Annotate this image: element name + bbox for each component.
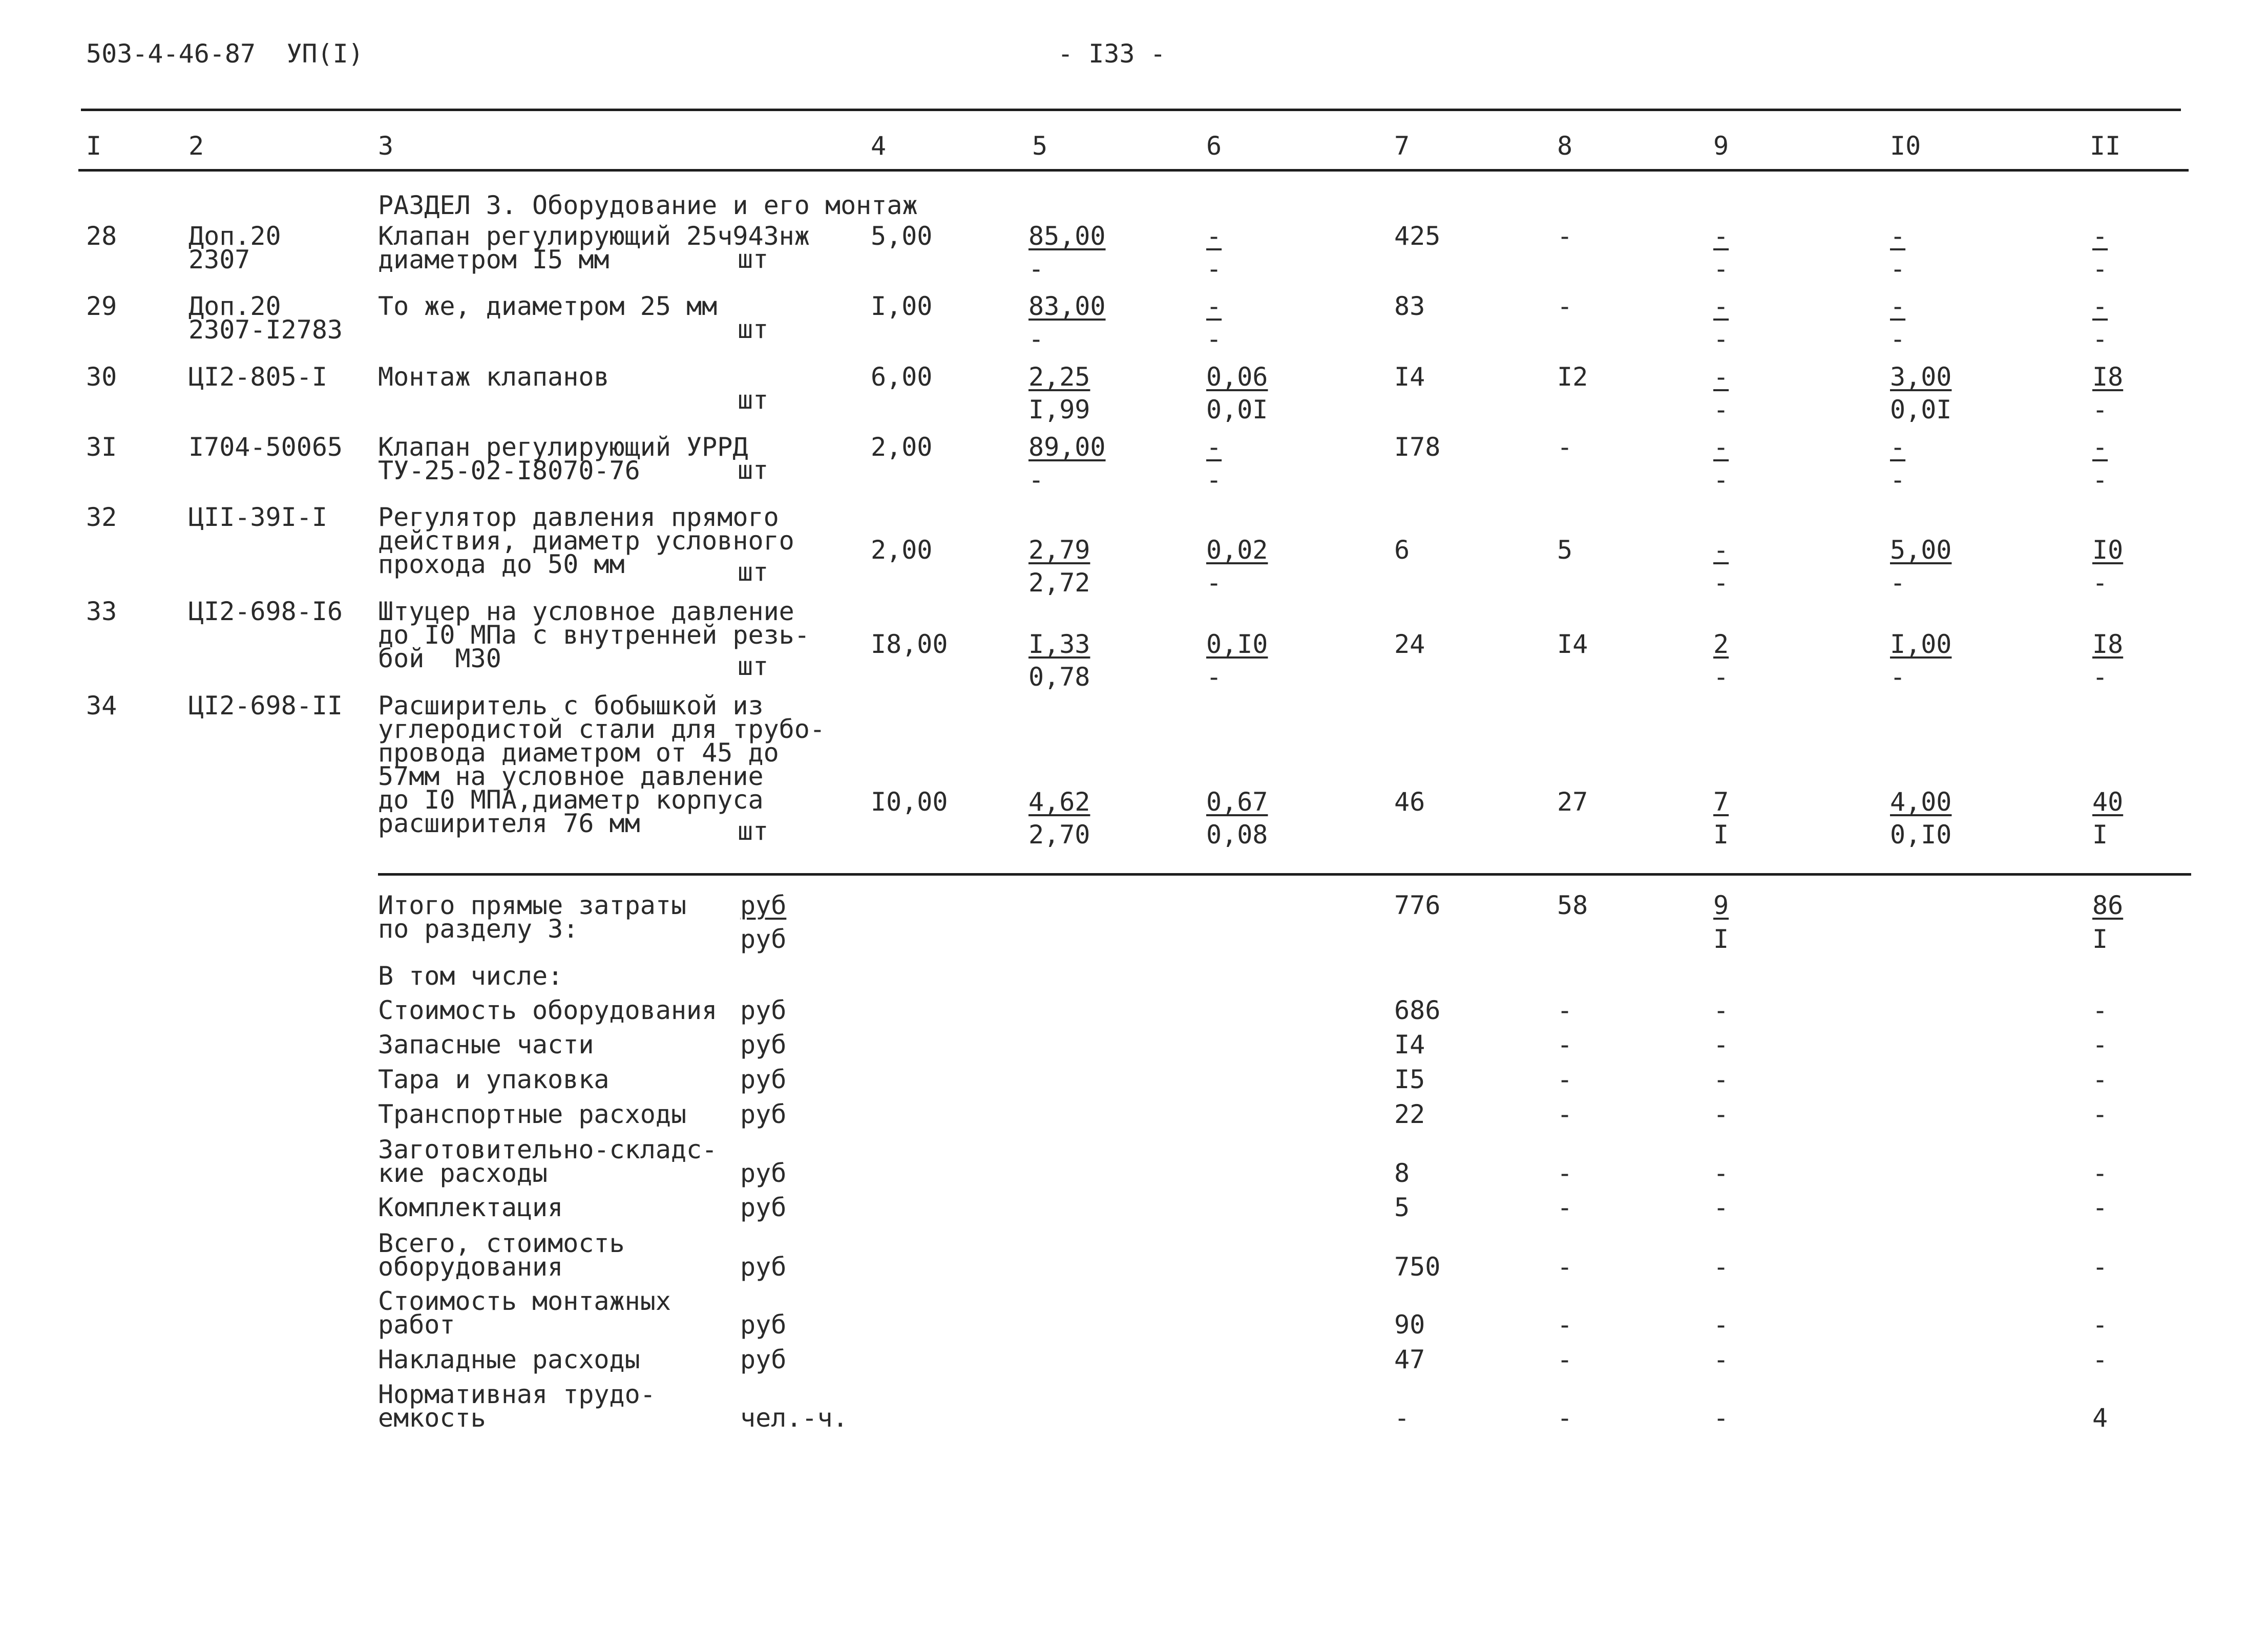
row-name: бой М30 bbox=[378, 644, 501, 673]
summary-value-c11: - bbox=[2092, 1345, 2108, 1374]
summary-label: работ bbox=[378, 1310, 455, 1340]
row-value-c11-bottom: - bbox=[2092, 395, 2108, 425]
summary-value-c11: - bbox=[2092, 1252, 2108, 1282]
summary-label: Стоимость монтажных bbox=[378, 1286, 671, 1316]
summary-unit: руб bbox=[740, 1252, 787, 1282]
column-header-7: 7 bbox=[1394, 131, 1410, 161]
row-value-c5-bottom: - bbox=[1028, 324, 1044, 354]
row-value-c8: 27 bbox=[1557, 787, 1588, 817]
row-value-c9-bottom: I bbox=[1713, 820, 1729, 850]
summary-label: емкость bbox=[378, 1403, 486, 1433]
column-header-3: 3 bbox=[378, 131, 394, 161]
row-value-c10-top: 5,00 bbox=[1890, 535, 1952, 565]
row-value-c11-bottom: - bbox=[2092, 254, 2108, 284]
section-title: РАЗДЕЛ 3. Оборудование и его монтаж bbox=[378, 190, 918, 220]
row-name: действия, диаметр условного bbox=[378, 526, 794, 556]
row-number: 34 bbox=[86, 691, 117, 720]
summary-value-c11: 4 bbox=[2092, 1403, 2108, 1433]
row-value-c6-bottom: - bbox=[1206, 465, 1222, 495]
summary-value-c7: 5 bbox=[1394, 1193, 1410, 1222]
row-value-c6-top: - bbox=[1206, 432, 1222, 462]
row-code: ЦI2-698-II bbox=[188, 691, 343, 720]
totals-value-c11-top: 86 bbox=[2092, 890, 2124, 920]
row-value-c6-bottom: 0,08 bbox=[1206, 820, 1268, 850]
row-unit: шт bbox=[738, 244, 769, 274]
row-value-c7: 83 bbox=[1394, 291, 1425, 321]
row-value-c9-top: 2 bbox=[1713, 629, 1729, 659]
summary-value-c7: 90 bbox=[1394, 1310, 1425, 1340]
summary-unit: руб bbox=[740, 1065, 787, 1094]
row-number: 28 bbox=[86, 221, 117, 251]
summary-unit: руб bbox=[740, 1193, 787, 1222]
row-value-c10-bottom: - bbox=[1890, 324, 1906, 354]
summary-label: Заготовительно-складс- bbox=[378, 1135, 718, 1164]
row-quantity: I,00 bbox=[871, 291, 933, 321]
row-name: 57мм на условное давление bbox=[378, 761, 764, 791]
row-number: 32 bbox=[86, 502, 117, 532]
summary-label: Всего, стоимость bbox=[378, 1228, 625, 1258]
summary-label: Тара и упаковка bbox=[378, 1065, 610, 1094]
row-value-c5-top: I,33 bbox=[1028, 629, 1090, 659]
summary-value-c9: - bbox=[1713, 1252, 1729, 1282]
row-unit: шт bbox=[738, 385, 769, 415]
row-quantity: 5,00 bbox=[871, 221, 933, 251]
row-value-c6-top: - bbox=[1206, 221, 1222, 251]
row-name: провода диаметром от 45 до bbox=[378, 738, 779, 768]
row-value-c10-top: - bbox=[1890, 291, 1906, 321]
summary-value-c9: - bbox=[1713, 1310, 1729, 1340]
row-code: Доп.20 bbox=[188, 291, 281, 321]
row-value-c5-bottom: 2,72 bbox=[1028, 568, 1090, 598]
row-name: до I0 МПА,диаметр корпуса bbox=[378, 785, 764, 815]
summary-value-c11: - bbox=[2092, 1030, 2108, 1059]
summary-value-c9: - bbox=[1713, 1030, 1729, 1059]
summary-value-c8: - bbox=[1557, 1099, 1573, 1129]
column-header-1: I bbox=[86, 131, 102, 161]
row-name: То же, диаметром 25 мм bbox=[378, 291, 718, 321]
summary-value-c8: - bbox=[1557, 995, 1573, 1025]
row-name: Расширитель с бобышкой из bbox=[378, 691, 764, 720]
column-header-2: 2 bbox=[188, 131, 204, 161]
row-value-c8: - bbox=[1557, 291, 1573, 321]
row-value-c7: I4 bbox=[1394, 362, 1425, 392]
row-number: 30 bbox=[86, 362, 117, 392]
summary-label: Нормативная трудо- bbox=[378, 1380, 656, 1409]
row-value-c6-top: 0,02 bbox=[1206, 535, 1268, 565]
row-unit: шт bbox=[738, 314, 769, 344]
row-number: 33 bbox=[86, 597, 117, 626]
row-name: до I0 МПа с внутренней резь- bbox=[378, 620, 810, 650]
row-value-c9-bottom: - bbox=[1713, 465, 1729, 495]
row-value-c11-top: I0 bbox=[2092, 535, 2124, 565]
column-header-8: 8 bbox=[1557, 131, 1573, 161]
row-value-c6-bottom: 0,0I bbox=[1206, 395, 1268, 425]
summary-value-c11: - bbox=[2092, 1310, 2108, 1340]
row-value-c8: - bbox=[1557, 221, 1573, 251]
row-quantity: 6,00 bbox=[871, 362, 933, 392]
summary-value-c8: - bbox=[1557, 1030, 1573, 1059]
column-header-6: 6 bbox=[1206, 131, 1222, 161]
summary-value-c9: - bbox=[1713, 1345, 1729, 1374]
summary-value-c7: 686 bbox=[1394, 995, 1441, 1025]
summary-value-c8: - bbox=[1557, 1252, 1573, 1282]
page-number: - I33 - bbox=[1058, 39, 1166, 69]
row-value-c6-top: 0,06 bbox=[1206, 362, 1268, 392]
summary-value-c11: - bbox=[2092, 1193, 2108, 1222]
summary-value-c8: - bbox=[1557, 1403, 1573, 1433]
summary-value-c9: - bbox=[1713, 995, 1729, 1025]
row-value-c10-top: - bbox=[1890, 221, 1906, 251]
summary-value-c8: - bbox=[1557, 1310, 1573, 1340]
row-name: Штуцер на условное давление bbox=[378, 597, 794, 626]
summary-value-c9: - bbox=[1713, 1065, 1729, 1094]
row-value-c8: I4 bbox=[1557, 629, 1588, 659]
row-value-c8: - bbox=[1557, 432, 1573, 462]
row-value-c6-top: - bbox=[1206, 291, 1222, 321]
summary-label: Накладные расходы bbox=[378, 1345, 640, 1374]
row-value-c10-bottom: 0,I0 bbox=[1890, 820, 1952, 850]
row-value-c10-top: I,00 bbox=[1890, 629, 1952, 659]
summary-value-c11: - bbox=[2092, 995, 2108, 1025]
summary-value-c7: 47 bbox=[1394, 1345, 1425, 1374]
row-name: углеродистой стали для трубо- bbox=[378, 714, 825, 744]
summary-unit: руб bbox=[740, 1345, 787, 1374]
row-code: ЦII-39I-I bbox=[188, 502, 327, 532]
row-value-c9-top: - bbox=[1713, 291, 1729, 321]
summary-value-c7: I5 bbox=[1394, 1065, 1425, 1094]
row-value-c9-top: - bbox=[1713, 362, 1729, 392]
row-value-c9-top: - bbox=[1713, 221, 1729, 251]
row-value-c6-top: 0,67 bbox=[1206, 787, 1268, 817]
row-value-c10-bottom: - bbox=[1890, 465, 1906, 495]
column-header-9: 9 bbox=[1713, 131, 1729, 161]
row-unit: шт bbox=[738, 651, 769, 681]
row-name: расширителя 76 мм bbox=[378, 809, 640, 838]
row-value-c11-bottom: - bbox=[2092, 662, 2108, 692]
row-value-c9-top: 7 bbox=[1713, 787, 1729, 817]
totals-value-c11-bottom: I bbox=[2092, 924, 2108, 954]
row-value-c9-bottom: - bbox=[1713, 395, 1729, 425]
row-value-c5-top: 83,00 bbox=[1028, 291, 1106, 321]
row-value-c10-bottom: - bbox=[1890, 254, 1906, 284]
row-value-c11-top: - bbox=[2092, 221, 2108, 251]
summary-unit: руб bbox=[740, 1310, 787, 1340]
totals-rule bbox=[378, 873, 2191, 876]
row-value-c6-top: 0,I0 bbox=[1206, 629, 1268, 659]
summary-unit: руб bbox=[740, 1099, 787, 1129]
row-value-c5-bottom: 0,78 bbox=[1028, 662, 1090, 692]
row-value-c5-bottom: I,99 bbox=[1028, 395, 1090, 425]
row-value-c5-top: 2,79 bbox=[1028, 535, 1090, 565]
row-value-c11-bottom: I bbox=[2092, 820, 2108, 850]
row-value-c7: 24 bbox=[1394, 629, 1425, 659]
row-value-c7: 6 bbox=[1394, 535, 1410, 565]
summary-value-c8: - bbox=[1557, 1158, 1573, 1188]
including-label: В том числе: bbox=[378, 961, 563, 991]
row-value-c6-bottom: - bbox=[1206, 324, 1222, 354]
summary-value-c9: - bbox=[1713, 1403, 1729, 1433]
row-quantity: I8,00 bbox=[871, 629, 948, 659]
row-value-c10-top: 3,00 bbox=[1890, 362, 1952, 392]
row-value-c10-bottom: - bbox=[1890, 568, 1906, 598]
summary-value-c7: - bbox=[1394, 1403, 1410, 1433]
row-value-c8: 5 bbox=[1557, 535, 1573, 565]
row-value-c10-top: - bbox=[1890, 432, 1906, 462]
summary-value-c11: - bbox=[2092, 1099, 2108, 1129]
summary-value-c8: - bbox=[1557, 1345, 1573, 1374]
row-value-c9-bottom: - bbox=[1713, 254, 1729, 284]
row-value-c9-bottom: - bbox=[1713, 568, 1729, 598]
summary-unit: руб bbox=[740, 1158, 787, 1188]
row-code: Доп.20 bbox=[188, 221, 281, 251]
row-number: 29 bbox=[86, 291, 117, 321]
summary-label: Запасные части bbox=[378, 1030, 594, 1059]
row-value-c11-bottom: - bbox=[2092, 324, 2108, 354]
summary-value-c11: - bbox=[2092, 1158, 2108, 1188]
row-name: диаметром I5 мм bbox=[378, 245, 610, 274]
summary-label: Стоимость оборудования bbox=[378, 995, 718, 1025]
doc-code: 503-4-46-87 УП(I) bbox=[86, 39, 364, 69]
totals-value-c8: 58 bbox=[1557, 890, 1588, 920]
row-value-c10-top: 4,00 bbox=[1890, 787, 1952, 817]
summary-value-c9: - bbox=[1713, 1158, 1729, 1188]
row-value-c10-bottom: 0,0I bbox=[1890, 395, 1952, 425]
row-quantity: 2,00 bbox=[871, 535, 933, 565]
row-value-c11-top: - bbox=[2092, 432, 2108, 462]
summary-value-c7: 750 bbox=[1394, 1252, 1441, 1282]
summary-value-c7: 8 bbox=[1394, 1158, 1410, 1188]
row-name: Клапан регулирующий УРРД bbox=[378, 432, 748, 462]
row-value-c9-top: - bbox=[1713, 535, 1729, 565]
row-name: Клапан регулирующий 25ч943нж bbox=[378, 221, 810, 251]
row-quantity: 2,00 bbox=[871, 432, 933, 462]
row-value-c7: 46 bbox=[1394, 787, 1425, 817]
header-bottom-rule bbox=[78, 169, 2189, 172]
row-value-c6-bottom: - bbox=[1206, 568, 1222, 598]
row-quantity: I0,00 bbox=[871, 787, 948, 817]
row-value-c11-top: I8 bbox=[2092, 362, 2124, 392]
summary-value-c8: - bbox=[1557, 1065, 1573, 1094]
row-value-c5-top: 89,00 bbox=[1028, 432, 1106, 462]
row-unit: шт bbox=[738, 557, 769, 587]
column-header-5: 5 bbox=[1032, 131, 1048, 161]
summary-unit: руб bbox=[740, 995, 787, 1025]
summary-label: Комплектация bbox=[378, 1193, 563, 1222]
summary-unit: чел.-ч. bbox=[740, 1403, 848, 1433]
totals-value-c9-bottom: I bbox=[1713, 924, 1729, 954]
row-name: Монтаж клапанов bbox=[378, 362, 610, 392]
totals-value-c7: 776 bbox=[1394, 890, 1441, 920]
totals-label: по разделу 3: bbox=[378, 914, 579, 944]
summary-value-c7: I4 bbox=[1394, 1030, 1425, 1059]
row-value-c6-bottom: - bbox=[1206, 254, 1222, 284]
column-header-4: 4 bbox=[871, 131, 887, 161]
row-value-c8: I2 bbox=[1557, 362, 1588, 392]
row-value-c5-top: 2,25 bbox=[1028, 362, 1090, 392]
totals-value-c9-top: 9 bbox=[1713, 890, 1729, 920]
row-value-c5-top: 85,00 bbox=[1028, 221, 1106, 251]
summary-label: Транспортные расходы bbox=[378, 1099, 687, 1129]
row-unit: шт bbox=[738, 816, 769, 846]
table-top-rule bbox=[81, 109, 2181, 111]
row-value-c11-top: - bbox=[2092, 291, 2108, 321]
row-code: ЦI2-805-I bbox=[188, 362, 327, 392]
summary-label: кие расходы bbox=[378, 1158, 548, 1188]
row-code: 2307 bbox=[188, 245, 250, 274]
row-name: ТУ-25-02-I8070-76 bbox=[378, 456, 640, 485]
row-code: ЦI2-698-I6 bbox=[188, 597, 343, 626]
row-value-c11-top: I8 bbox=[2092, 629, 2124, 659]
summary-unit: руб bbox=[740, 1030, 787, 1059]
row-name: прохода до 50 мм bbox=[378, 549, 625, 579]
row-value-c9-bottom: - bbox=[1713, 662, 1729, 692]
row-value-c5-bottom: 2,70 bbox=[1028, 820, 1090, 850]
summary-value-c7: 22 bbox=[1394, 1099, 1425, 1129]
row-value-c5-bottom: - bbox=[1028, 254, 1044, 284]
row-value-c7: I78 bbox=[1394, 432, 1441, 462]
column-header-10: I0 bbox=[1890, 131, 1921, 161]
summary-value-c8: - bbox=[1557, 1193, 1573, 1222]
row-value-c5-bottom: - bbox=[1028, 465, 1044, 495]
row-value-c6-bottom: - bbox=[1206, 662, 1222, 692]
totals-unit: руб bbox=[740, 924, 787, 954]
row-value-c11-bottom: - bbox=[2092, 568, 2108, 598]
column-header-11: II bbox=[2090, 131, 2121, 161]
row-value-c11-top: 40 bbox=[2092, 787, 2124, 817]
row-value-c5-top: 4,62 bbox=[1028, 787, 1090, 817]
summary-value-c11: - bbox=[2092, 1065, 2108, 1094]
row-value-c7: 425 bbox=[1394, 221, 1441, 251]
totals-label: Итого прямые затраты bbox=[378, 890, 687, 920]
totals-unit: руб bbox=[740, 890, 787, 920]
row-code: 2307-I2783 bbox=[188, 315, 343, 345]
summary-value-c9: - bbox=[1713, 1099, 1729, 1129]
summary-label: оборудования bbox=[378, 1252, 563, 1282]
row-value-c10-bottom: - bbox=[1890, 662, 1906, 692]
row-number: 3I bbox=[86, 432, 117, 462]
summary-value-c9: - bbox=[1713, 1193, 1729, 1222]
row-value-c11-bottom: - bbox=[2092, 465, 2108, 495]
row-value-c9-top: - bbox=[1713, 432, 1729, 462]
row-code: I704-50065 bbox=[188, 432, 343, 462]
row-name: Регулятор давления прямого bbox=[378, 502, 779, 532]
row-unit: шт bbox=[738, 455, 769, 485]
row-value-c9-bottom: - bbox=[1713, 324, 1729, 354]
